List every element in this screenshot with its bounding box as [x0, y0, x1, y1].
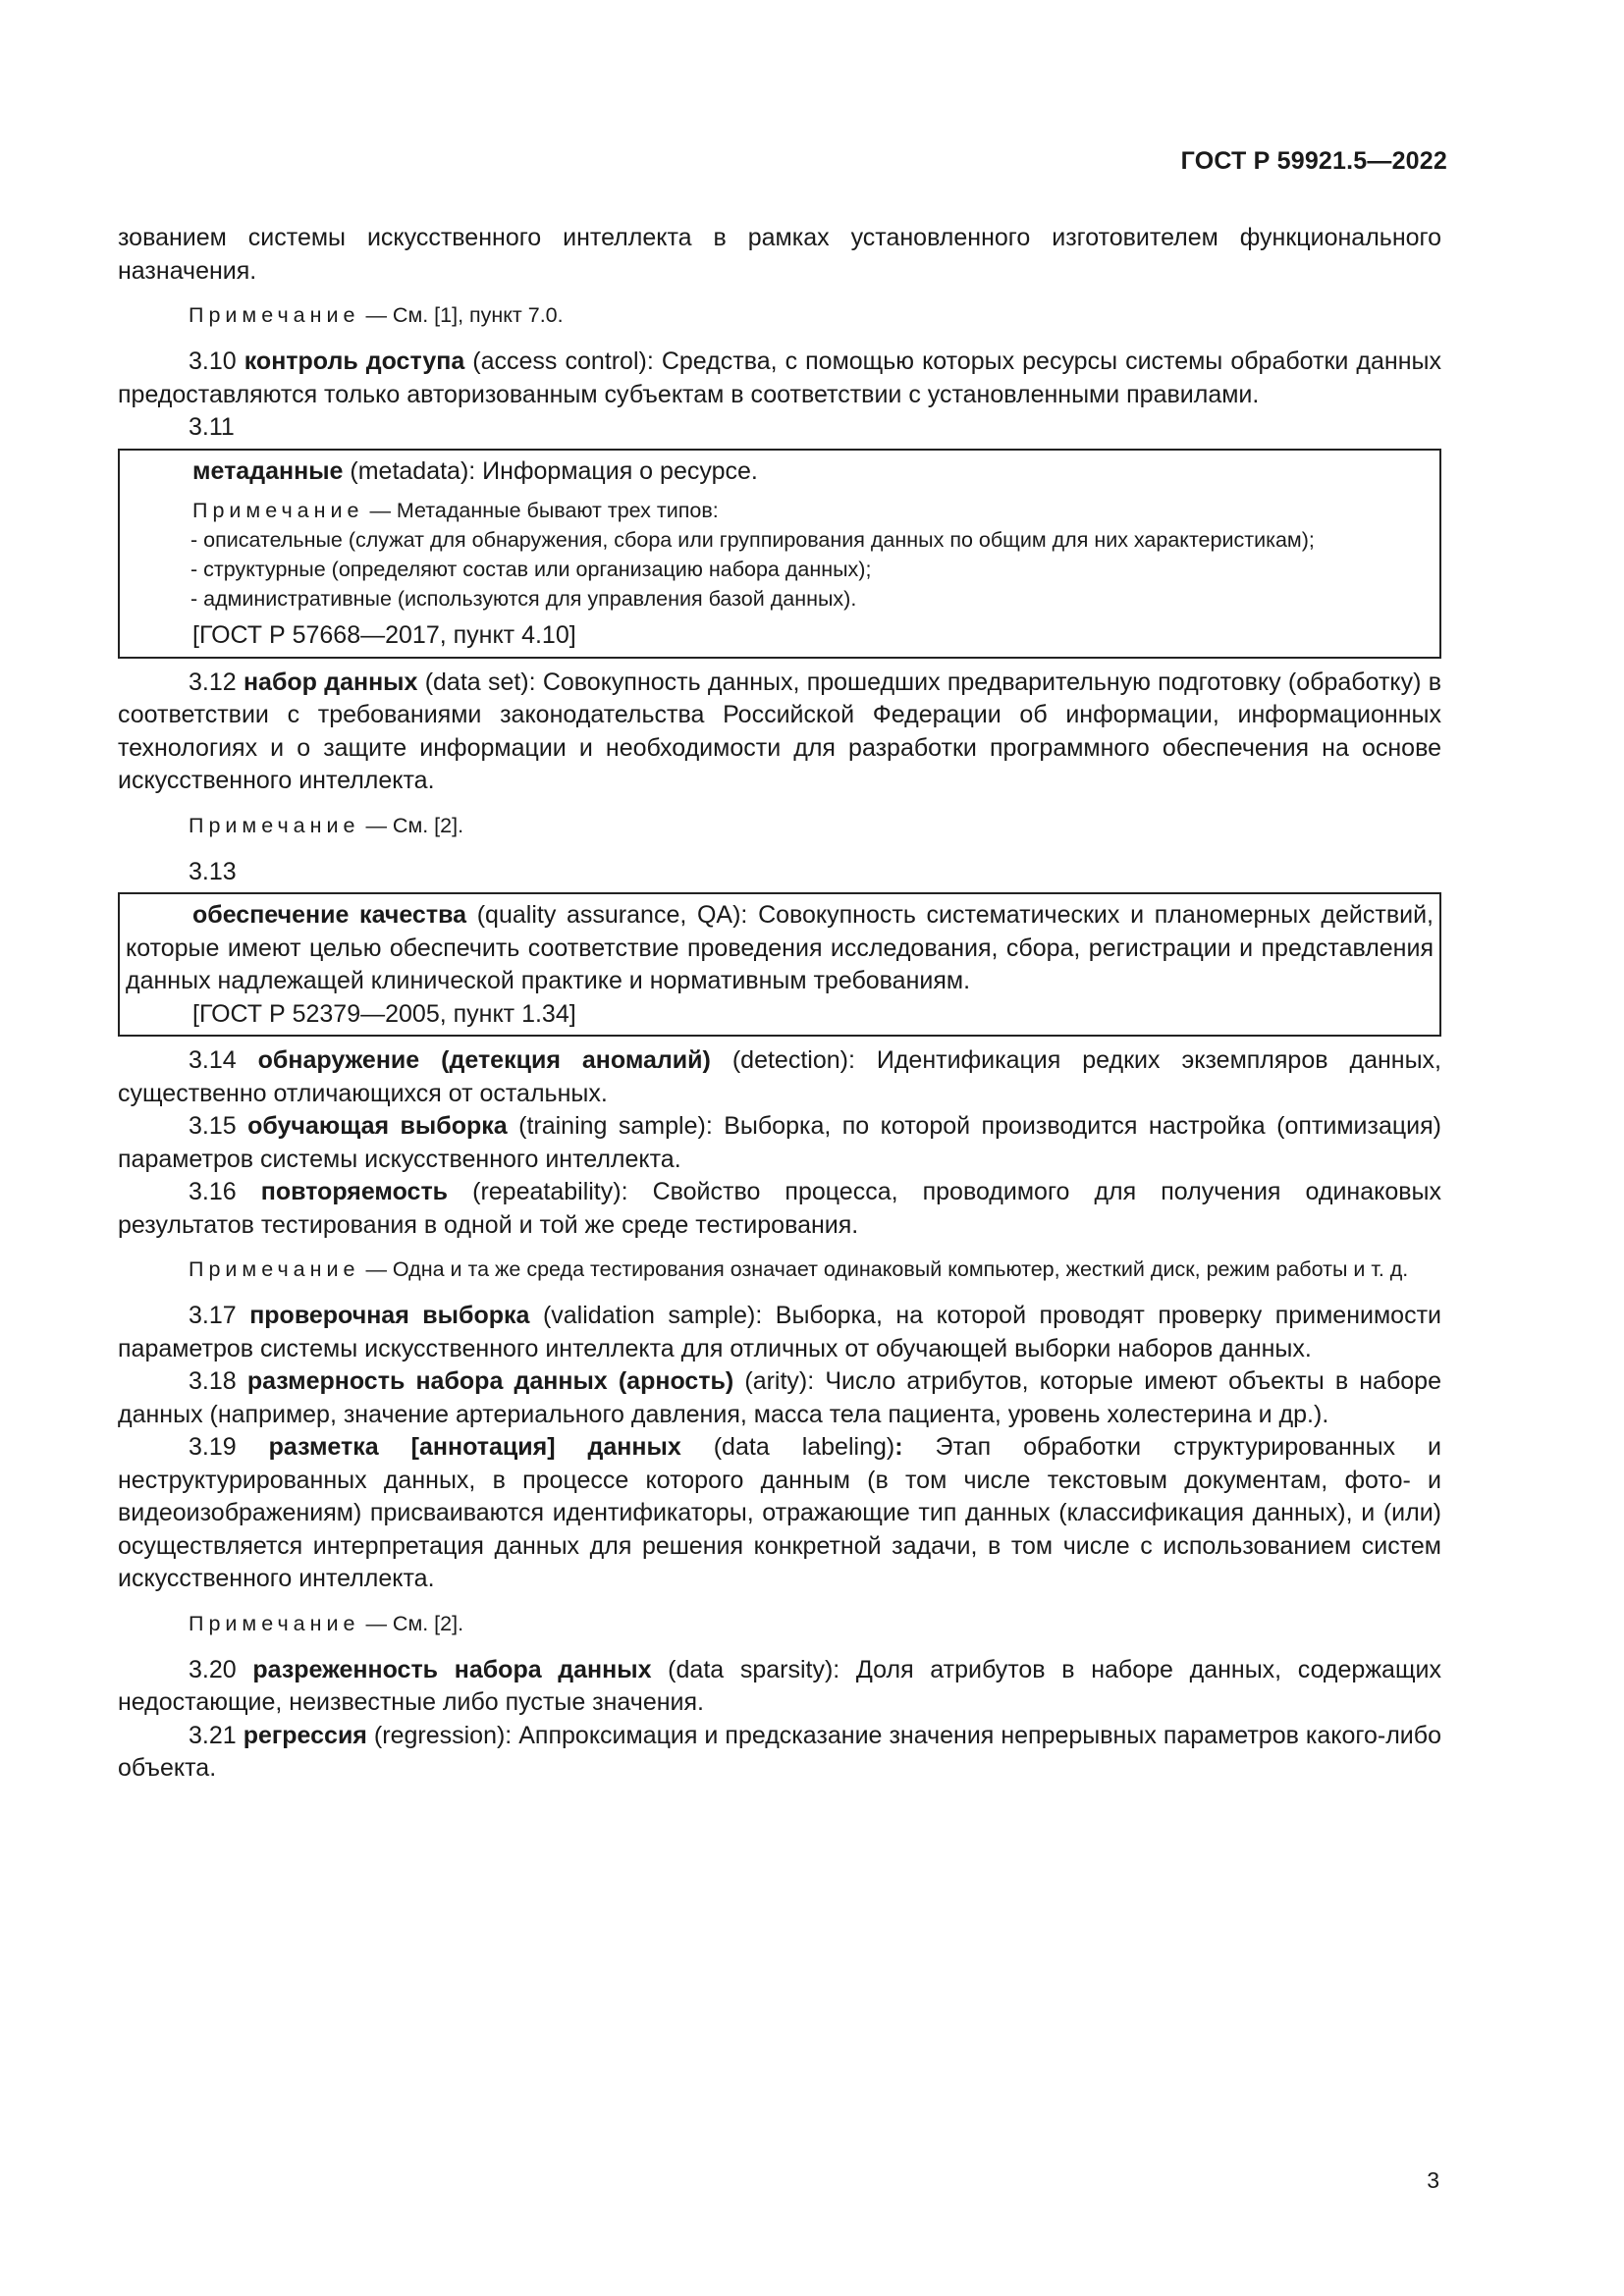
term-name: повторяемость [260, 1178, 449, 1205]
note-label: Примечание [189, 1611, 360, 1635]
note-text: — См. [1], пункт 7.0. [365, 303, 564, 327]
term-definition: (quality assurance, QA): Совокупность систематических и планомерных действий, которые имеют целью обеспечить соответствие проведения исследования, сбора, регистрации и представления данных надлежащей клинической практике и нормативным требованиям. [126, 901, 1434, 994]
list-item: - административные (используются для управления базой данных). [190, 587, 857, 611]
term-3-19 [118, 1431, 1441, 1596]
term-3-11-number: 3.11 [189, 413, 235, 441]
term-3-11-box [118, 449, 1441, 659]
term-name: проверочная выборка [249, 1302, 530, 1329]
term-name: обнаружение (детекция аномалий) [257, 1046, 711, 1074]
term-3-11 [126, 455, 1434, 489]
document-body [118, 222, 1441, 1786]
term-3-15 [118, 1110, 1441, 1176]
term-3-12-note [118, 810, 1441, 842]
term-definition: (validation sample): Выборка, на которой проводят проверку применимости параметров системы искусственного интеллекта для отличных от обучающей выборки наборов данных. [118, 1302, 1441, 1362]
term-3-20 [118, 1654, 1441, 1720]
term-number: 3.18 [189, 1367, 237, 1395]
note-text: — Одна и та же среда тестирования означает одинаковый компьютер, жесткий диск, режим работы и т. д. [365, 1257, 1409, 1281]
term-name: размерность набора данных (арность) [246, 1367, 734, 1395]
term-definition: (arity): Число атрибутов, которые имеют объекты в наборе данных (например, значение артериального давления, масса тела пациента, уровень холестерина и др.). [118, 1367, 1441, 1428]
list-item: - описательные (служат для обнаружения, сбора или группирования данных по общим для них характеристикам); [190, 528, 1315, 552]
term-3-19-note [118, 1608, 1441, 1640]
term-number: 3.17 [189, 1302, 237, 1329]
term-3-10 [118, 346, 1441, 411]
intro-note [118, 299, 1441, 332]
term-source: [ГОСТ Р 52379—2005, пункт 1.34] [192, 999, 576, 1028]
term-number: 3.19 [189, 1433, 237, 1461]
term-name: обеспечение качества [192, 901, 467, 929]
term-colon: : [894, 1433, 903, 1461]
intro-text: зованием системы искусственного интеллекта в рамках установленного изготовителем функционального назначения. [118, 224, 1441, 285]
term-number: 3.14 [189, 1046, 237, 1074]
term-definition: (regression): Аппроксимация и предсказание значения непрерывных параметров какого-либо объекта. [118, 1721, 1441, 1782]
term-number: 3.12 [189, 667, 237, 696]
term-3-18 [118, 1365, 1441, 1431]
term-definition: (data sparsity): Доля атрибутов в наборе данных, содержащих недостающие, неизвестные либо пустые значения. [118, 1655, 1441, 1716]
term-3-13 [126, 899, 1434, 998]
document-header: ГОСТ Р 59921.5—2022 [1180, 147, 1447, 175]
term-definition: (metadata): Информация о ресурсе. [343, 456, 758, 485]
term-3-17 [118, 1300, 1441, 1365]
note-label: Примечание [189, 1257, 360, 1281]
list-item: - структурные (определяют состав или организацию набора данных); [190, 558, 872, 581]
term-definition: (repeatability): Свойство процесса, проводимого для получения одинаковых результатов тестирования в одной и той же среде тестирования. [118, 1178, 1441, 1239]
intro-paragraph [118, 222, 1441, 288]
term-english: (data labeling) [680, 1433, 895, 1461]
metadata-types-list [126, 525, 1434, 614]
term-number: 3.10 [189, 347, 237, 375]
term-name: разреженность набора данных [252, 1655, 652, 1683]
term-3-16 [118, 1176, 1441, 1242]
term-source: [ГОСТ Р 57668—2017, пункт 4.10] [192, 621, 576, 649]
term-definition: (access control): Средства, с помощью которых ресурсы системы обработки данных предоставляются только авторизованным субъектам в соответствии с установленными правилами. [118, 347, 1442, 408]
note-text: — См. [2]. [365, 1611, 464, 1635]
term-definition: (detection): Идентификация редких экземпляров данных, существенно отличающихся от остальных. [118, 1046, 1441, 1107]
term-3-13-box [118, 892, 1441, 1037]
term-definition: (training sample): Выборка, по которой производится настройка (оптимизация) параметров системы искусственного интеллекта. [118, 1112, 1442, 1173]
term-3-16-note [118, 1254, 1441, 1286]
term-3-11-note [126, 496, 1434, 525]
term-3-12 [118, 667, 1441, 798]
term-3-21 [118, 1720, 1441, 1786]
note-label: Примечание [189, 813, 360, 837]
term-number: 3.20 [189, 1655, 237, 1683]
note-label: Примечание [192, 499, 364, 522]
term-number: 3.15 [189, 1112, 237, 1140]
term-3-14 [118, 1044, 1441, 1110]
note-text: — Метаданные бывают трех типов: [369, 499, 719, 522]
note-text: — См. [2]. [365, 813, 464, 837]
term-name: метаданные [192, 456, 344, 485]
term-name: обучающая выборка [247, 1112, 508, 1140]
term-definition: Этап обработки структурированных и неструктурированных данных, в процессе которого данным (в том числе текстовым документам, фото- и видеоизображениям) присваиваются идентификаторы, отражающие тип данных (классификация данных), и (или) осуществляется интерпретация данных для решения конкретной задачи, в том числе с использованием систем искусственного интеллекта. [118, 1433, 1441, 1592]
term-name: регрессия [243, 1721, 367, 1749]
term-definition: (data set): Совокупность данных, прошедших предварительную подготовку (обработку) в соответствии с требованиями законодательства Российской Федерации об информации, информационных технологиях и о защите информации и необходимости для разработки программного обеспечения на основе искусственного интеллекта. [118, 667, 1441, 794]
page-number: 3 [1427, 2167, 1439, 2193]
term-3-13-number: 3.13 [189, 857, 237, 885]
term-name: разметка [аннотация] данных [268, 1433, 681, 1461]
term-number: 3.21 [189, 1721, 237, 1749]
term-name: набор данных [243, 667, 418, 696]
term-name: контроль доступа [244, 347, 465, 375]
term-number: 3.16 [189, 1178, 237, 1205]
note-label: Примечание [189, 303, 360, 327]
